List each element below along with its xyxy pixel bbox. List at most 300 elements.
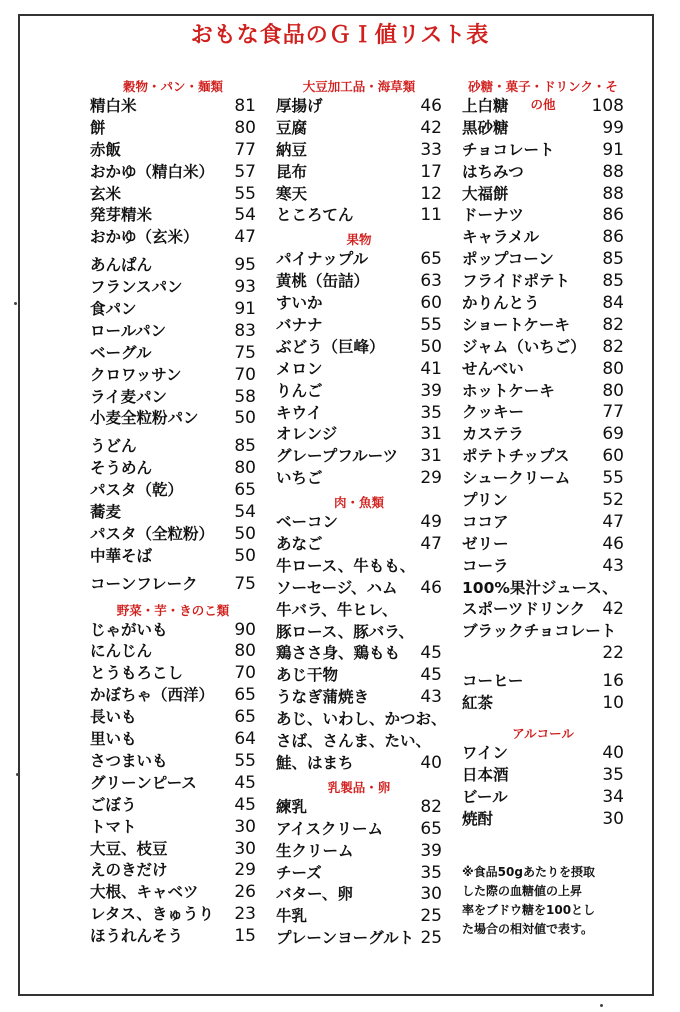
food-row: [276, 184, 442, 206]
gi-value: 57: [234, 161, 256, 182]
speck: [600, 1004, 603, 1007]
section-heading: 砂糖・菓子・ドリンク・その他: [468, 79, 618, 112]
gi-value: 69: [602, 424, 624, 445]
food-name: キャラメル: [462, 228, 540, 247]
food-name: 赤飯: [90, 140, 122, 159]
food-name: グリーンピース: [90, 773, 197, 792]
food-name: ブラックチョコレート: [462, 622, 617, 641]
food-row: [90, 480, 256, 502]
gi-value: 95: [234, 255, 256, 276]
food-name: ベーグル: [90, 343, 152, 362]
food-name: すいか: [276, 294, 323, 313]
food-name: アイスクリーム: [276, 819, 383, 838]
speck: [14, 302, 17, 305]
food-row: [276, 359, 442, 381]
food-name: コーンフレーク: [90, 574, 198, 593]
food-row: [276, 665, 442, 687]
gi-value: 39: [420, 380, 442, 401]
food-row: [276, 315, 442, 337]
food-row: [90, 926, 256, 948]
food-name: クッキー: [462, 403, 525, 422]
gi-value: 29: [420, 468, 442, 489]
food-row: [276, 381, 442, 403]
gi-value: 65: [420, 249, 442, 270]
gi-value: 81: [234, 96, 256, 116]
food-name: 豆腐: [276, 118, 308, 137]
food-name: ソーセージ、ハム: [276, 578, 398, 597]
food-row: [90, 904, 256, 926]
food-name: いちご: [276, 469, 323, 488]
food-name: ところてん: [276, 206, 354, 225]
page-title: おもな食品のＧＩ値リスト表: [190, 23, 490, 48]
food-name: チョコレート: [462, 140, 555, 159]
food-name: 玄米: [90, 184, 122, 203]
gi-value: 30: [420, 884, 442, 905]
food-row: [90, 502, 256, 524]
gi-value: 50: [234, 408, 256, 429]
food-name: 中華そば: [90, 546, 153, 565]
gi-value: 22: [602, 643, 624, 664]
gi-value: 42: [420, 117, 442, 138]
food-row: [276, 446, 442, 468]
food-name: ジャム（いちご）: [462, 337, 586, 356]
gi-value: 33: [420, 139, 442, 160]
gi-value: 80: [602, 358, 624, 379]
gi-value: 46: [420, 577, 442, 598]
gi-value: 88: [602, 161, 624, 182]
gi-value: 52: [602, 490, 624, 511]
gi-value: 25: [420, 928, 443, 949]
food-name: うどん: [90, 437, 137, 456]
food-row: [276, 556, 442, 578]
food-name: ポテトチップス: [462, 447, 570, 466]
gi-value: 63: [420, 271, 442, 292]
food-row: [90, 387, 256, 409]
gi-value: 43: [420, 687, 442, 708]
item-list: [276, 797, 442, 950]
food-row: [462, 787, 624, 809]
gi-value: 70: [234, 364, 256, 385]
food-name: ビール: [462, 787, 508, 806]
food-name: レタス、きゅうり: [90, 905, 214, 924]
food-row: [276, 205, 442, 227]
item-list: [90, 96, 256, 596]
food-row: [462, 490, 624, 512]
food-row: [90, 773, 256, 795]
food-name: 焼酎: [462, 809, 494, 828]
gi-value: 93: [234, 277, 256, 298]
food-name: ベーコン: [276, 513, 339, 532]
food-name: ロールパン: [90, 321, 167, 340]
food-row: [276, 162, 442, 184]
item-list: [462, 743, 624, 831]
gi-value: 31: [420, 446, 442, 467]
food-name: 小麦全粒粉パン: [90, 409, 199, 428]
food-row: [90, 524, 256, 546]
food-row: [276, 709, 447, 731]
gi-value: 55: [602, 468, 624, 489]
gi-value: 70: [234, 663, 256, 684]
food-row: [90, 663, 256, 685]
gi-value: 46: [420, 96, 442, 116]
food-name: カステラ: [462, 425, 524, 444]
gi-value: 26: [234, 882, 256, 903]
gi-value: 46: [602, 533, 624, 554]
gi-value: 85: [234, 436, 256, 457]
food-row: [276, 819, 442, 841]
food-row: [462, 315, 624, 337]
food-row: [462, 424, 624, 446]
food-row: [462, 205, 624, 227]
gi-value: 35: [420, 862, 442, 883]
food-row: [90, 255, 256, 277]
food-row: [276, 731, 442, 753]
food-row: [90, 458, 256, 480]
item-list: [90, 620, 256, 948]
food-row: [276, 96, 442, 118]
gi-value: 12: [420, 183, 442, 204]
food-name: パスタ（全粒粉）: [90, 524, 215, 543]
food-name: バター、卵: [276, 885, 353, 904]
gi-value: 65: [234, 707, 256, 728]
column-1: [90, 74, 256, 948]
gi-value: 47: [602, 511, 624, 532]
gi-value: 40: [420, 752, 442, 773]
gi-value: 17: [420, 161, 442, 182]
food-row: [90, 795, 256, 817]
gi-value: 42: [602, 599, 624, 620]
food-name: 鮭、はまち: [276, 753, 354, 772]
food-name: さつまいも: [90, 751, 168, 770]
food-name: かりんとう: [462, 294, 540, 313]
food-row: [276, 468, 442, 490]
food-name: 蕎麦: [90, 503, 122, 522]
food-name: えのきだけ: [90, 861, 168, 880]
food-row: [462, 809, 624, 831]
food-row: [276, 118, 442, 140]
food-row: [276, 337, 442, 359]
gi-value: 80: [602, 380, 624, 401]
gi-value: 16: [602, 671, 624, 692]
food-name: 豚ロース、豚バラ、: [276, 622, 414, 641]
gi-value: 15: [234, 926, 256, 947]
food-row: [276, 797, 442, 819]
food-row: [462, 534, 624, 556]
food-name: クロワッサン: [90, 365, 182, 384]
food-row: [90, 546, 256, 568]
item-list: [276, 249, 442, 490]
food-row: [462, 249, 624, 271]
gi-value: 80: [234, 458, 256, 479]
gi-value: 55: [420, 315, 442, 336]
food-row: [90, 817, 256, 839]
food-row: [276, 600, 442, 622]
food-row: [276, 906, 442, 928]
food-name: 里いも: [90, 730, 137, 749]
food-name: とうもろこし: [90, 664, 184, 683]
gi-value: 86: [602, 227, 624, 248]
food-row: [276, 687, 442, 709]
column-3: [462, 74, 624, 939]
food-row: [90, 118, 256, 140]
food-row: [90, 227, 256, 249]
food-row: [276, 293, 442, 315]
food-name: りんご: [276, 381, 323, 400]
food-name: トマト: [90, 817, 137, 836]
section-heading: アルコール: [512, 725, 574, 741]
food-row: [90, 205, 256, 227]
food-name: あじ、いわし、かつお、: [276, 710, 447, 729]
food-name: そうめん: [90, 459, 153, 478]
gi-value: 85: [602, 249, 624, 270]
food-row: [90, 436, 256, 458]
food-name: チーズ: [276, 863, 322, 882]
food-row: [276, 403, 442, 425]
gi-value: 34: [602, 786, 624, 807]
food-name: 精白米: [90, 97, 137, 115]
food-row: [462, 271, 624, 293]
food-row: [90, 321, 256, 343]
food-row: [276, 271, 442, 293]
gi-value: 90: [234, 619, 256, 640]
food-row: [462, 765, 624, 787]
food-name: 納豆: [276, 140, 308, 159]
food-name: プリン: [462, 491, 508, 510]
food-name: グレープフルーツ: [276, 447, 398, 466]
food-name: ポップコーン: [462, 250, 554, 269]
food-row: [462, 643, 624, 665]
food-name: はちみつ: [462, 162, 524, 181]
gi-value: 25: [420, 906, 442, 927]
food-row: [90, 707, 256, 729]
food-row: [462, 512, 624, 534]
food-row: [462, 337, 624, 359]
food-name: 牛バラ、牛ヒレ、: [276, 600, 398, 619]
gi-value: 30: [234, 816, 256, 837]
food-row: [462, 578, 624, 600]
section-heading: 肉・魚類: [333, 495, 384, 511]
food-name: キウイ: [276, 403, 323, 422]
gi-value: 45: [420, 665, 442, 686]
food-row: [462, 468, 624, 490]
footnote-line: ※食品50gあたりを摂取: [462, 864, 595, 879]
food-name: じゃがいも: [90, 620, 168, 639]
gi-value: 83: [234, 320, 256, 341]
gi-value: 108: [591, 96, 624, 116]
gi-value: 31: [420, 424, 442, 445]
food-name: 紅茶: [462, 694, 494, 713]
gi-value: 65: [234, 685, 256, 706]
food-name: パスタ（乾）: [90, 481, 184, 500]
footnote-line: 率をブドウ糖を100とし: [462, 902, 596, 917]
gi-value: 75: [234, 342, 256, 363]
food-row: [90, 729, 256, 751]
gi-value: 60: [602, 446, 624, 467]
section-heading: 大豆加工品・海草類: [302, 79, 416, 94]
gi-value: 35: [420, 402, 442, 423]
food-name: プレーンヨーグルト: [276, 929, 415, 948]
food-row: [462, 402, 624, 424]
food-name: あなご: [276, 535, 323, 554]
food-row: [462, 693, 624, 715]
food-row: [462, 96, 624, 118]
gi-value: 29: [234, 860, 256, 881]
gi-value: 54: [234, 205, 256, 226]
food-name: ドーナツ: [462, 206, 524, 225]
gi-value: 50: [234, 545, 256, 566]
gi-value: 88: [602, 183, 624, 204]
gi-value: 65: [234, 480, 256, 501]
gi-value: 86: [602, 205, 624, 226]
food-name: ぶどう（巨峰）: [276, 337, 385, 356]
food-name: 寒天: [276, 184, 308, 203]
food-name: にんじん: [90, 642, 153, 661]
gi-value: 41: [420, 358, 442, 379]
food-name: ワイン: [462, 743, 509, 762]
food-name: メロン: [276, 359, 323, 378]
food-row: [90, 299, 256, 321]
food-row: [90, 641, 256, 663]
food-row: [90, 162, 256, 184]
food-row: [276, 863, 442, 885]
food-name: 練乳: [276, 797, 308, 816]
gi-value: 85: [602, 271, 624, 292]
gi-value: 23: [234, 904, 256, 925]
food-row: [90, 96, 256, 118]
food-row: [462, 381, 624, 403]
gi-value: 39: [420, 840, 442, 861]
gi-value: 47: [234, 227, 256, 248]
food-name: パイナップル: [276, 250, 369, 269]
food-name: 黄桃（缶詰）: [276, 272, 370, 291]
gi-value: 82: [420, 796, 442, 817]
section-heading: 穀物・パン・麺類: [122, 79, 223, 94]
food-row: [90, 882, 256, 904]
food-name: スポーツドリンク: [462, 600, 586, 619]
food-row: [462, 293, 624, 315]
food-name: ごぼう: [90, 795, 137, 814]
gi-value: 84: [602, 293, 624, 314]
food-name: フランスパン: [90, 278, 183, 297]
gi-value: 91: [234, 299, 256, 320]
food-row: [90, 365, 256, 387]
food-name: 生クリーム: [276, 841, 354, 860]
food-row: [462, 140, 624, 162]
food-name: 大豆、枝豆: [90, 839, 168, 858]
food-row: [462, 621, 624, 643]
food-row: [276, 534, 442, 556]
gi-value: 91: [602, 139, 624, 160]
gi-value: 55: [234, 183, 256, 204]
food-name: シュークリーム: [462, 469, 571, 488]
food-row: [462, 227, 624, 249]
gi-value: 40: [602, 742, 624, 763]
food-row: [90, 408, 256, 430]
food-name: ショートケーキ: [462, 315, 570, 334]
food-name: あんぱん: [90, 256, 153, 275]
gi-value: 30: [602, 808, 624, 829]
food-row: [276, 140, 442, 162]
food-name: ほうれんそう: [90, 927, 184, 946]
food-row: [90, 620, 256, 642]
gi-value: 65: [420, 818, 442, 839]
gi-value: 82: [602, 314, 624, 335]
footnote-line: た場合の相対値で表す。: [462, 921, 594, 936]
food-name: 黒砂糖: [462, 118, 509, 137]
food-row: [276, 578, 442, 600]
gi-value: 80: [234, 117, 256, 138]
gi-value: 64: [234, 729, 256, 750]
food-name: 牛乳: [276, 907, 308, 926]
gi-value: 47: [420, 534, 442, 555]
food-row: [276, 622, 442, 644]
food-row: [276, 884, 442, 906]
food-row: [90, 277, 256, 299]
item-list: [276, 96, 442, 227]
section-heading: 果物: [346, 232, 372, 248]
food-name: ゼリー: [462, 534, 509, 553]
gi-value: 43: [602, 555, 624, 576]
food-name: 食パン: [90, 300, 137, 319]
food-name: おかゆ（玄米）: [90, 228, 199, 247]
gi-value: 54: [234, 502, 256, 523]
food-name: あじ干物: [276, 666, 339, 685]
gi-value: 82: [602, 336, 624, 357]
food-name: 日本酒: [462, 765, 509, 784]
food-name: 大福餅: [462, 184, 509, 203]
food-name: 昆布: [276, 162, 308, 181]
item-list: [276, 512, 447, 775]
food-row: [276, 753, 442, 775]
footnote-line: した際の血糖値の上昇: [462, 883, 583, 898]
food-row: [276, 512, 442, 534]
food-name: せんべい: [462, 359, 524, 378]
food-name: フライドポテト: [462, 272, 571, 291]
food-row: [462, 359, 624, 381]
speck: [16, 773, 19, 776]
gi-value: 55: [234, 750, 256, 771]
food-row: [276, 424, 442, 446]
food-name: さば、さんま、たい、: [276, 732, 432, 751]
food-name: うなぎ蒲焼き: [276, 688, 370, 707]
gi-value: 10: [602, 693, 624, 714]
food-row: [462, 446, 624, 468]
section-heading: 乳製品・卵: [327, 779, 391, 795]
food-row: [276, 643, 442, 665]
gi-value: 60: [420, 293, 442, 314]
food-name: かぼちゃ（西洋）: [90, 686, 215, 705]
gi-value: 35: [602, 764, 624, 785]
food-row: [462, 599, 624, 621]
food-name: 長いも: [90, 708, 137, 727]
gi-value: 58: [234, 386, 256, 407]
food-name: コーヒー: [462, 672, 524, 691]
food-row: [276, 249, 442, 271]
food-name: ココア: [462, 512, 509, 531]
food-row: [462, 556, 624, 578]
food-name: ホットケーキ: [462, 381, 555, 400]
food-row: [90, 860, 256, 882]
gi-value: 50: [234, 523, 256, 544]
food-name: 大根、キャベツ: [90, 883, 199, 902]
food-row: [90, 343, 256, 365]
food-row: [90, 574, 256, 596]
food-name: 鶏ささ身、鶏もも: [276, 644, 401, 663]
gi-value: 80: [234, 641, 256, 662]
food-name: コーラ: [462, 556, 509, 575]
food-row: [276, 841, 442, 863]
food-name: 上白糖: [462, 97, 509, 115]
